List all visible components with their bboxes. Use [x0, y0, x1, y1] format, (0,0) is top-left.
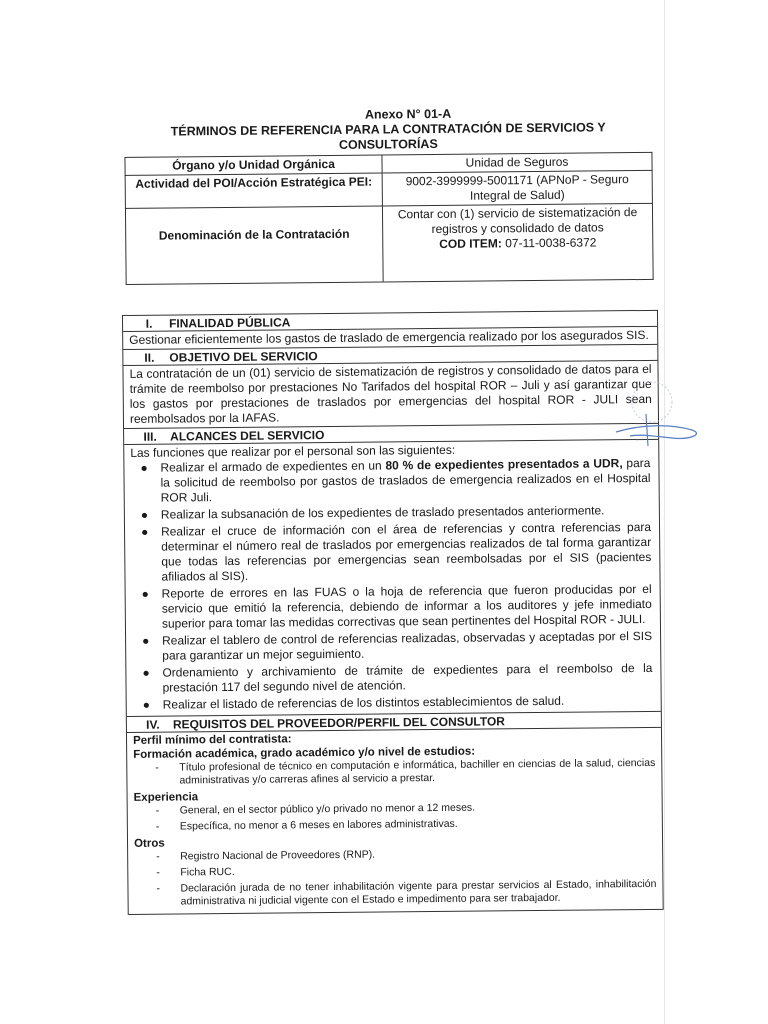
info-row-denominacion [125, 203, 653, 284]
section-3-number: III. [143, 429, 157, 444]
bullet-icon: ● [140, 507, 149, 522]
section-1-heading: FINALIDAD PÚBLICA [168, 315, 291, 331]
list-item [140, 519, 654, 585]
dash-marker: - [155, 804, 160, 817]
otros-item-3: Declaración jurada de no tener inhabilitación vigente para prestar servicios al Estado, inhabilitación administrativa ni judicial vigente con el Estado e impedimento para ser trabajador. [180, 877, 657, 908]
bullet-6-text: Ordenamiento y archivamiento de trámite de expedientes para el reembolso de la prestación 117 del segundo nivel de atención. [162, 660, 653, 695]
document-title-line2: CONSULTORÍAS [338, 136, 438, 152]
denominacion-value-line2: registros y consolidado de datos [431, 220, 604, 237]
bullet-2-text: Realizar la subsanación de los expedientes de traslado presentados anteriormente. [160, 503, 605, 522]
cod-item-label: COD ITEM: [439, 236, 502, 251]
list-item [141, 581, 654, 632]
list-item [140, 455, 652, 506]
perfil-heading: Perfil mínimo del contratista: [132, 733, 292, 747]
cod-item-value: 07-11-0038-6372 [501, 235, 597, 251]
section-4-number: IV. [146, 717, 160, 732]
experiencia-heading: Experiencia [133, 791, 199, 804]
section-3-heading: ALCANCES DEL SERVICIO [170, 428, 325, 444]
section-1-body: Gestionar eficientemente los gastos de traslado de emergencia realizado por los asegurados SIS. [129, 327, 649, 347]
alcances-list [130, 456, 654, 713]
actividad-value [382, 170, 652, 206]
list-item [142, 628, 654, 664]
experiencia-item-1: General, en el sector público y/o privado no menor a 12 meses. [179, 801, 476, 817]
denominacion-label: Denominación de la Contratación [125, 206, 383, 284]
actividad-value-line2: Integral de Salud) [469, 187, 565, 203]
otros-item-1: Registro Nacional de Proveedores (RNP). [180, 848, 376, 863]
bullet-icon: ● [142, 697, 151, 712]
section-2-number: II. [144, 350, 155, 365]
list-item [155, 756, 656, 788]
bullet-icon: ● [141, 586, 149, 601]
info-row-actividad [125, 170, 652, 208]
bullet-1-bold: 80 % de expedientes presentados a UDR, [385, 456, 623, 473]
formacion-item: Título profesional de técnico en computación e informática, bachiller en ciencias de la salud, ciencias administrativas y/o carreras afines al servicio a prestar. [179, 756, 656, 787]
dash-marker: - [155, 761, 159, 774]
section-1-number: I. [145, 316, 153, 331]
page-edge [664, 0, 665, 1024]
experiencia-list [134, 800, 656, 834]
bullet-4-text: Reporte de errores en las FUAS o la hoja de referencia que fueron producidas por el servicio que emitió la referencia, debiendo de informar a los auditores y jefe inmediato superior para tomar las medidas correctivas que sean pertinentes del Hospital ROR - JULI. [161, 581, 652, 631]
section-4-heading: REQUISITOS DEL PROVEEDOR/PERFIL DEL CONSULTOR [172, 714, 506, 732]
organo-value: Unidad de Seguros [382, 152, 652, 173]
list-item [142, 693, 655, 713]
dash-marker: - [155, 820, 160, 833]
anexo-label: Anexo N° 01-A [364, 106, 452, 122]
document-header [120, 105, 656, 155]
bullet-5-text: Realizar el tablero de control de referencias realizadas, observadas y aceptadas por el SIS para garantizar un mejor seguimiento. [162, 628, 653, 663]
dash-marker: - [156, 866, 160, 879]
list-item [142, 660, 654, 696]
section-3-intro: Las funciones que realizar por el personal son las siguientes: [130, 442, 456, 460]
otros-list [134, 846, 657, 909]
list-item [156, 877, 657, 909]
bullet-icon: ● [142, 633, 150, 648]
dash-marker: - [156, 882, 161, 895]
otros-heading: Otros [133, 837, 165, 850]
cod-item [387, 235, 648, 253]
actividad-value-line1: 9002-3999999-5001171 (APNoP - Seguro [405, 172, 629, 189]
document-title-line1: TÉRMINOS DE REFERENCIA PARA LA CONTRATACIÓN DE SERVICIOS Y [170, 120, 606, 139]
actividad-label: Actividad del POI/Acción Estratégica PEI: [125, 173, 382, 208]
section-2-body: La contratación de un (01) servicio de sistematización de registros y consolidado de datos para el trámite de reembolso por prestaciones No Tarifados del hospital ROR – Juli y así garantizar que los gastos por prestaciones de traslados por emergencias del hospital ROR - JULI sean reembolsados por la IAFAS. [129, 361, 652, 426]
sections-box [122, 310, 664, 915]
denominacion-value [382, 203, 653, 282]
formacion-list [133, 757, 655, 788]
list-item [156, 862, 656, 880]
bullet-icon: ● [140, 460, 148, 475]
bullet-icon: ● [142, 665, 150, 680]
denominacion-value-line1: Contar con (1) servicio de sistematización de [397, 205, 638, 222]
otros-item-2: Ficha RUC. [180, 865, 235, 879]
list-item [155, 816, 656, 834]
info-table [124, 152, 653, 285]
section-4-body [127, 728, 663, 915]
bullet-1-text-a: Realizar el armado de expedientes en un [160, 458, 386, 475]
document-page [120, 105, 664, 915]
experiencia-item-2: Específica, no menor a 6 meses en labores administrativas. [179, 817, 458, 833]
formacion-heading: Formación académica, grado académico y/o nivel de estudios: [133, 745, 476, 761]
bullet-1-text-b: para la solicitud de reembolso por gastos de traslados de emergencia realizados en el Hospital ROR Juli. [160, 455, 651, 505]
dash-marker: - [156, 850, 160, 863]
section-2-heading: OBJETIVO DEL SERVICIO [169, 349, 318, 365]
bullet-3-text: Realizar el cruce de información con el área de referencias y contra referencias para determinar el número real de traslados por emergencias realizados de tal forma garantizar que todas las referencias por emergencias sean reembolsadas por el SIS (pacientes afiliados al SIS). [160, 519, 652, 584]
bullet-7-text: Realizar el listado de referencias de los distintos establecimientos de salud. [162, 693, 565, 712]
organo-label: Órgano y/o Unidad Orgánica [125, 155, 382, 175]
section-3-body [124, 440, 661, 716]
bullet-icon: ● [140, 524, 149, 539]
